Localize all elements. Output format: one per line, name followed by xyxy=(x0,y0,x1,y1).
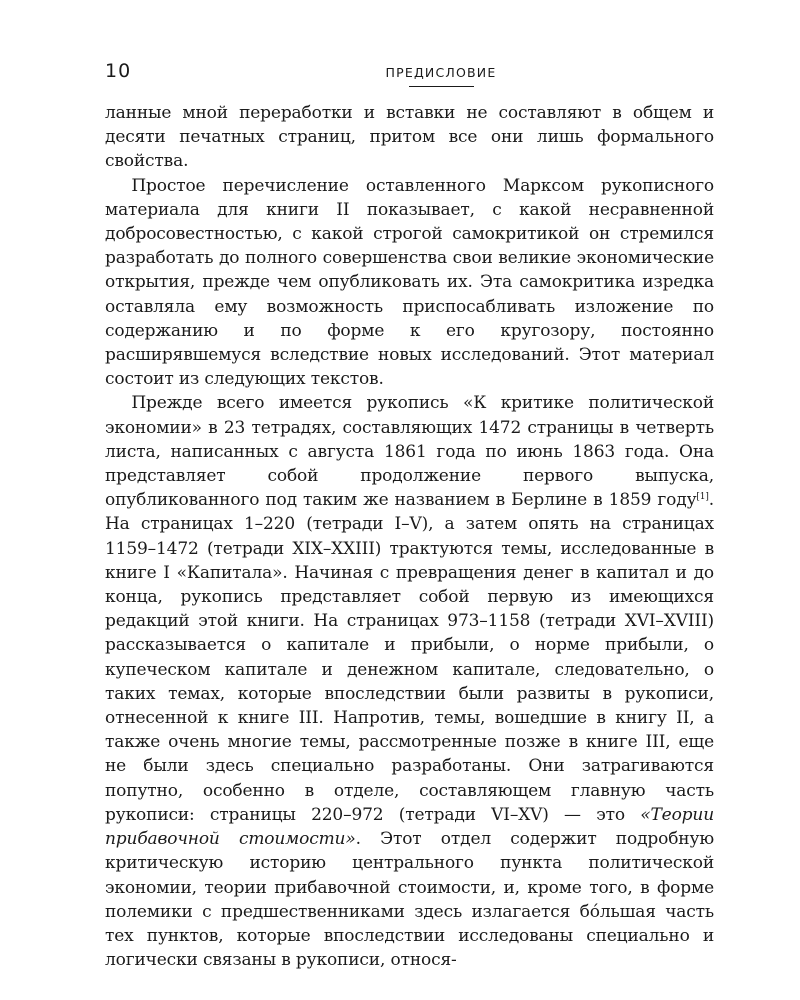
paragraph-3-text-c: . Этот отдел содержит подробную критическую историю центрального пункта политической экономии, теории прибавочной стоимости, и, кроме того, в форме полемики с предшественниками здесь излагается бо́льшая часть тех пунктов, которые впоследствии исследованы специально и логически связаны в рукописи, относя- xyxy=(105,829,714,971)
body-text xyxy=(105,101,714,972)
paragraph-1: ланные мной переработки и вставки не составляют в общем и десяти печатных страниц, притом все они лишь формального свойства. xyxy=(105,103,714,172)
paragraph-2: Простое перечисление оставленного Марксом рукописного материала для книги II показывает, с какой несравненной добросовестностью, с какой строгой самокритикой он стремился разработать до полного совершенства свои великие экономические открытия, прежде чем опубликовать их. Эта самокритика изредка оставляла ему возможность приспосабливать изложение по содержанию и по форме к его кругозору, постоянно расширявшемуся вследствие новых исследований. Этот материал состоит из следующих текстов. xyxy=(105,175,714,390)
paragraph-3-text-b: . На страницах 1–220 (тетради I–V), а затем опять на страницах 1159–1472 (тетради XIX–XXIII) трактуются темы, исследованные в книге I «Капитала». Начиная с превращения денег в капитал и до конца, рукопись представляет собой первую из имеющихся редакций этой книги. На страницах 973–1158 (тетради XVI–XVIII) рассказывается о капитале и прибыли, о норме прибыли, о купеческом капитале и денежном капитале, следовательно, о таких темах, которые впоследствии были развиты в рукописи, отнесенной к книге III. Напротив, темы, вошедшие в книгу II, а также очень многие темы, рассмотренные позже в книге III, еще не были здесь специально разработаны. Они затрагиваются попутно, особенно в отделе, составляющем главную часть рукописи: страницы 220–972 (тетради VI–XV) — это xyxy=(105,490,714,825)
footnote-reference[interactable]: [1] xyxy=(696,492,709,503)
running-head: ПРЕДИСЛОВИЕ xyxy=(385,65,497,80)
header-rule xyxy=(409,86,474,87)
book-title-italic: «Теории прибавочной стоимости» xyxy=(105,804,714,850)
paragraph-3-text-a: Прежде всего имеется рукопись «К критике политической экономии» в 23 тетрадях, составляющих 1472 страницы в четверть листа, написанных с августа 1861 года по июнь 1863 года. Она представляет собой продолжение первого выпуска, опубликованного под таким же названием в Берлине в 1859 году xyxy=(105,393,714,511)
paragraph-3 xyxy=(105,391,714,972)
page-number: 10 xyxy=(105,60,132,82)
